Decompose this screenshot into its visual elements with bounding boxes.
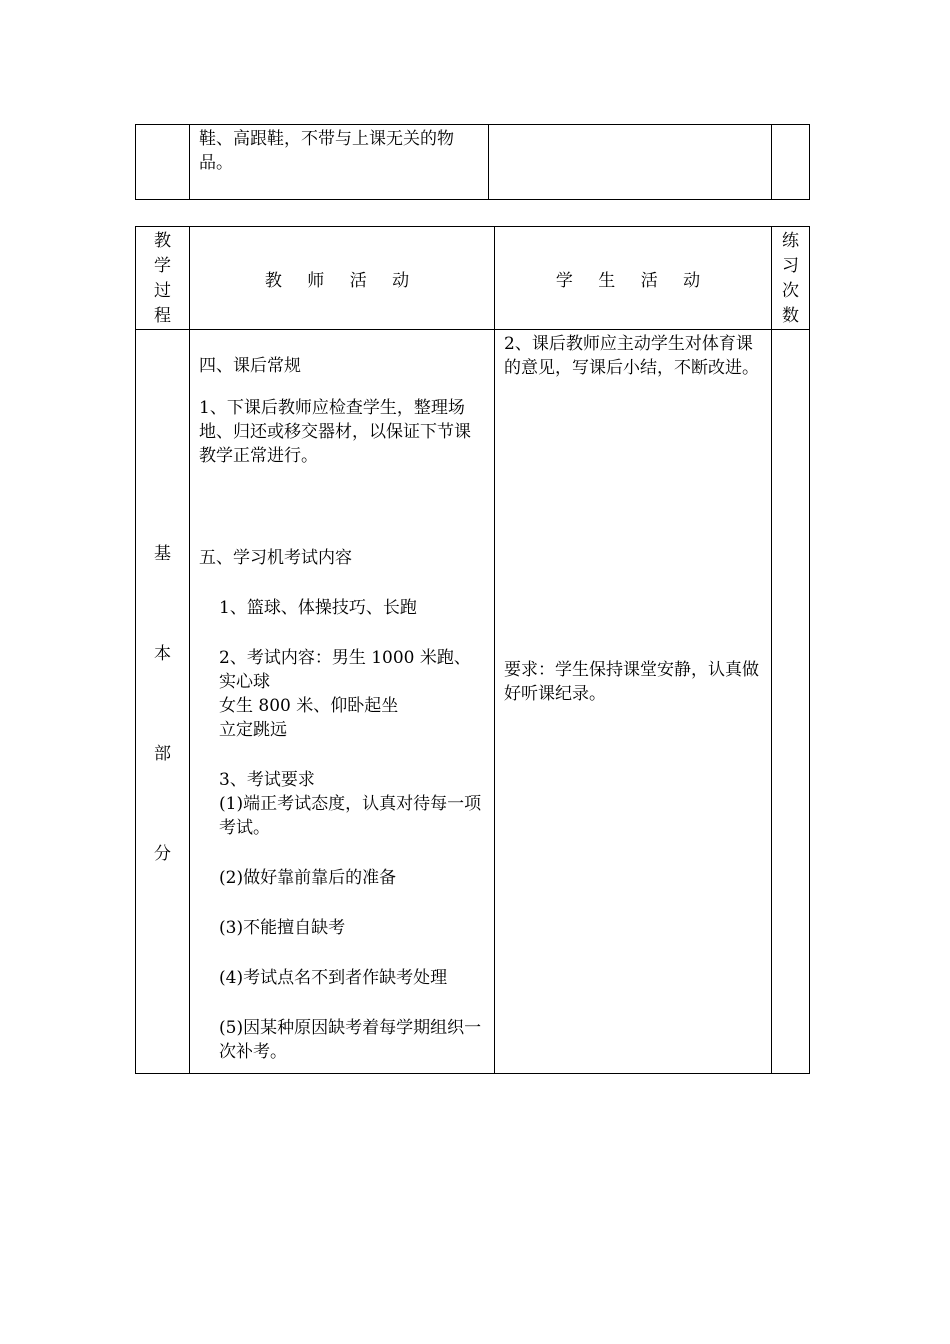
student-activity-cell bbox=[495, 330, 772, 1074]
exam-item-2-jump: 立定跳远 bbox=[219, 720, 287, 740]
exam-requirement-2: (2)做好靠前靠后的准备 bbox=[219, 868, 397, 888]
exam-requirement-1: (1)端正考试态度，认真对待每一项考试。 bbox=[219, 794, 482, 838]
section-char: 基 bbox=[154, 544, 171, 564]
teacher-activity-cell bbox=[190, 330, 495, 1074]
basic-section-row bbox=[136, 330, 810, 1074]
practice-count-cell bbox=[772, 330, 810, 1074]
header-practice-char: 次 bbox=[782, 281, 799, 301]
exam-item-3: 3、考试要求 bbox=[219, 770, 315, 790]
section-char: 部 bbox=[154, 744, 171, 764]
header-practice-char: 数 bbox=[782, 306, 799, 326]
section-label-cell bbox=[136, 330, 190, 1074]
exam-requirement-3: (3)不能擅自缺考 bbox=[219, 918, 346, 938]
continued-table bbox=[135, 124, 810, 200]
header-process-char: 学 bbox=[154, 256, 171, 276]
exam-requirement-4: (4)考试点名不到者作缺考处理 bbox=[219, 968, 448, 988]
header-process-char: 程 bbox=[154, 306, 171, 326]
header-process-char: 教 bbox=[154, 231, 171, 251]
header-practice-char: 习 bbox=[782, 256, 799, 276]
exam-item-1: 1、篮球、体操技巧、长跑 bbox=[219, 598, 417, 618]
top-empty-cell-2 bbox=[489, 125, 772, 200]
header-practice-count bbox=[772, 227, 810, 330]
header-practice-char: 练 bbox=[782, 231, 799, 251]
top-empty-cell-3 bbox=[772, 125, 810, 200]
header-teacher-activity: 教 师 活 动 bbox=[190, 227, 495, 330]
header-student-activity: 学 生 活 动 bbox=[495, 227, 772, 330]
header-process-char: 过 bbox=[154, 281, 171, 301]
after-class-item-1: 1、下课后教师应检查学生，整理场地、归还或移交器材，以保证下节课教学正常进行。 bbox=[199, 398, 471, 466]
exam-item-2-female: 女生 800 米、仰卧起坐 bbox=[219, 696, 399, 716]
top-content-cell bbox=[190, 125, 489, 200]
section-char: 分 bbox=[154, 844, 171, 864]
exam-requirement-5: (5)因某种原因缺考着每学期组织一次补考。 bbox=[219, 1018, 482, 1062]
section-char: 本 bbox=[154, 644, 171, 664]
lesson-table bbox=[135, 226, 810, 1074]
top-empty-cell-1 bbox=[136, 125, 190, 200]
student-item-2: 2、课后教师应主动学生对体育课的意见，写课后小结，不断改进。 bbox=[504, 334, 759, 378]
heading-after-class: 四、课后常规 bbox=[199, 356, 301, 376]
student-requirement: 要求：学生保持课堂安静，认真做好听课纪录。 bbox=[504, 660, 759, 704]
header-process bbox=[136, 227, 190, 330]
top-content-text: 鞋、高跟鞋，不带与上课无关的物品。 bbox=[199, 129, 454, 173]
exam-item-2: 2、考试内容：男生 1000 米跑、实心球 bbox=[219, 648, 471, 692]
heading-exam-content: 五、学习机考试内容 bbox=[199, 548, 352, 568]
header-row bbox=[136, 227, 810, 330]
